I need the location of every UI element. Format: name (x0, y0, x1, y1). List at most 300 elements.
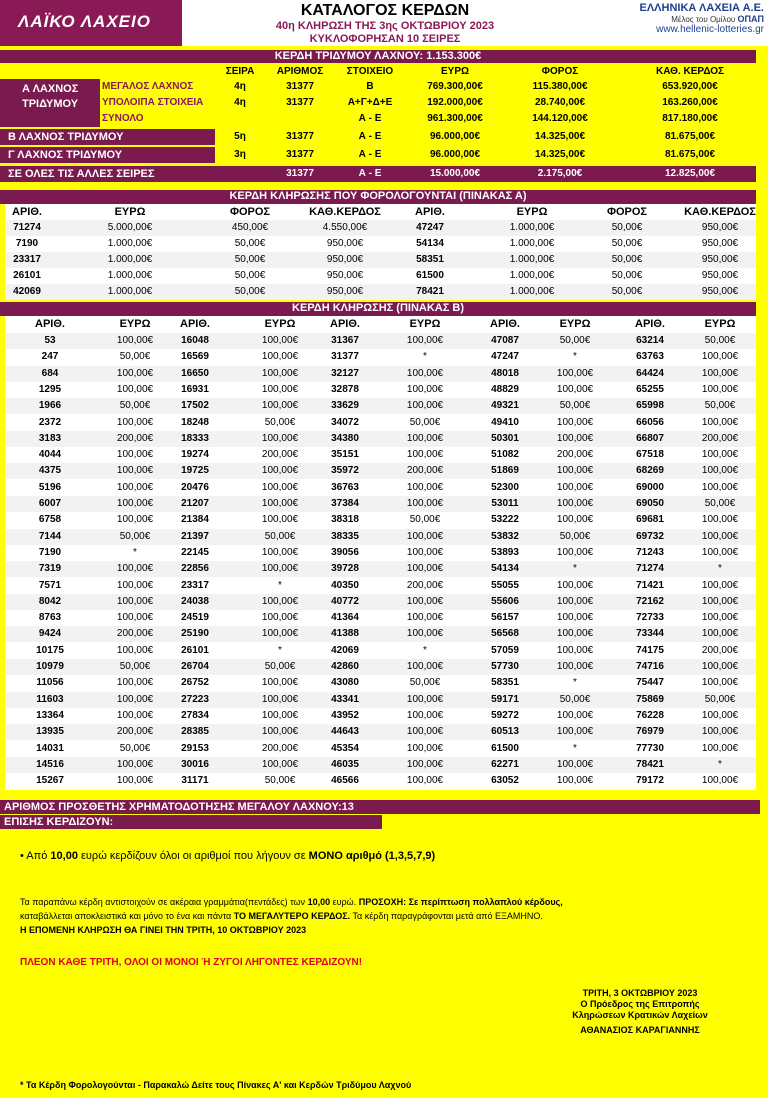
table-cell: 31377 (331, 351, 359, 363)
table-cell: 37384 (331, 498, 359, 509)
triple-winnings-bar: ΚΕΡΔΗ ΤΡΙΔΥΜΟΥ ΛΑΧΝΟΥ: 1.153.300€ (0, 50, 756, 63)
table-cell: 100,00€ (701, 367, 739, 379)
table-cell: 50,00€ (119, 351, 151, 363)
table-cell: 21397 (181, 530, 209, 542)
table-cell: 100,00€ (406, 563, 444, 575)
draw-line: 40η ΚΛΗΡΩΣΗ ΤΗΣ 3ης ΟΚΤΩΒΡΙΟΥ 2023 (275, 20, 495, 32)
table-cell: 200,00€ (556, 449, 594, 461)
table-cell: 100,00€ (406, 498, 444, 509)
table-cell: * (718, 758, 722, 770)
table-cell: 24038 (181, 595, 209, 607)
table-cell: 61500 (416, 270, 444, 281)
table-row (5, 496, 756, 512)
table-cell: 100,00€ (701, 775, 739, 787)
bullet-pre: • Από (20, 850, 48, 862)
table-cell: 100,00€ (116, 481, 154, 493)
table-cell: 100,00€ (556, 612, 594, 624)
table-cell: 50,00€ (234, 238, 266, 249)
table-cell: 26101 (13, 270, 41, 281)
table-cell: 100,00€ (406, 661, 444, 672)
table-cell: 50,00€ (409, 677, 441, 689)
sig-role-2: Κληρώσεων Κρατικών Λαχείων (572, 1010, 708, 1020)
table-cell: 50,00€ (704, 498, 736, 509)
table-row (5, 349, 756, 365)
table-row (5, 675, 756, 691)
bullet-line (20, 850, 768, 862)
table-cell: 200,00€ (701, 432, 739, 444)
table-cell: 100,00€ (556, 644, 594, 656)
table-cell: 53832 (491, 530, 519, 542)
triple-cell-tax: 144.120,00€ (532, 113, 588, 124)
table-cell: 47247 (416, 222, 444, 233)
table-cell: 8042 (38, 595, 62, 607)
table-cell: 40772 (331, 595, 359, 607)
table-cell: 78421 (636, 758, 664, 770)
table-cell: 100,00€ (261, 595, 299, 607)
table-b-header: ΕΥΡΩ (704, 318, 736, 330)
table-cell: 50,00€ (234, 286, 266, 297)
note-line-1 (20, 897, 760, 907)
table-a-bar: ΚΕΡΔΗ ΚΛΗΡΩΣΗΣ ΠΟΥ ΦΟΡΟΛΟΓΟΥΝΤΑΙ (ΠΙΝΑΚΑΣ Α) (0, 190, 756, 204)
c-triple-row-seira: 3η (234, 149, 246, 160)
table-cell: 35972 (331, 465, 359, 477)
note-2c: Τα κέρδη παραγράφονται μετά από ΕΞΑΜΗΝΟ. (352, 911, 543, 921)
table-cell: 53222 (491, 514, 519, 526)
bullet-amount: 10,00 (50, 850, 78, 862)
table-cell: 1295 (38, 383, 62, 395)
website-link[interactable]: www.hellenic-lotteries.gr (656, 24, 764, 35)
table-cell: 7190 (38, 546, 62, 558)
table-cell: 100,00€ (406, 432, 444, 444)
sig-date: ΤΡΙΤΗ, 3 ΟΚΤΩΒΡΙΟΥ 2023 (582, 988, 698, 998)
table-cell: 100,00€ (261, 563, 299, 575)
table-cell: 15267 (36, 775, 64, 787)
table-cell: 100,00€ (116, 644, 154, 656)
table-a-header: ΚΑΘ.ΚΕΡΔΟΣ (684, 206, 756, 218)
table-cell: 100,00€ (556, 514, 594, 526)
table-cell: 50,00€ (264, 775, 296, 787)
table-row (5, 757, 756, 773)
table-cell: 100,00€ (406, 758, 444, 770)
brand-member (640, 14, 765, 24)
table-row (5, 773, 756, 789)
table-cell: 78421 (416, 286, 444, 297)
table-cell: 29153 (181, 742, 209, 754)
note-line-2 (20, 911, 760, 921)
table-cell: 32127 (331, 367, 359, 379)
table-row (5, 220, 756, 236)
table-cell: 39056 (331, 546, 359, 558)
table-cell: 100,00€ (701, 579, 739, 591)
all-series-row-tax: 2.175,00€ (537, 168, 583, 179)
table-cell: 100,00€ (406, 383, 444, 395)
table-row (5, 529, 756, 545)
table-cell: 47087 (491, 335, 519, 346)
table-cell: 69050 (636, 498, 664, 509)
table-row (5, 415, 756, 431)
table-cell: 50,00€ (409, 416, 441, 428)
a-triple-label-box (0, 79, 100, 127)
table-cell: 200,00€ (406, 465, 444, 477)
table-cell: 50,00€ (704, 693, 736, 705)
page-header (0, 0, 768, 46)
table-cell: 100,00€ (261, 383, 299, 395)
table-cell: 16048 (181, 335, 209, 346)
table-cell: 48829 (491, 383, 519, 395)
table-cell: 50,00€ (611, 270, 643, 281)
table-a (5, 204, 756, 300)
table-cell: 57730 (491, 661, 519, 672)
triple-header: ΑΡΙΘΜΟΣ (276, 66, 324, 77)
table-cell: 51869 (491, 465, 519, 477)
table-cell: 100,00€ (261, 628, 299, 640)
table-cell: 42069 (331, 644, 359, 656)
table-b-header: ΑΡΙΘ. (330, 318, 360, 330)
table-cell: 100,00€ (701, 530, 739, 542)
table-cell: 100,00€ (556, 498, 594, 509)
table-cell: 63052 (491, 775, 519, 787)
table-cell: 100,00€ (406, 693, 444, 705)
table-cell: 57059 (491, 644, 519, 656)
sig-role-1: Ο Πρόεδρος της Επιτροπής (580, 999, 700, 1009)
table-cell: 100,00€ (556, 775, 594, 787)
table-b-header: ΕΥΡΩ (119, 318, 151, 330)
table-cell: 100,00€ (556, 383, 594, 395)
table-cell: 200,00€ (116, 726, 154, 738)
table-cell: 50,00€ (409, 514, 441, 526)
all-series-row-net: 12.825,00€ (664, 168, 716, 179)
table-cell: 1.000,00€ (509, 270, 555, 281)
table-cell: 100,00€ (701, 481, 739, 493)
table-row (5, 463, 756, 479)
table-cell: 50,00€ (704, 335, 736, 346)
table-cell: 100,00€ (556, 367, 594, 379)
table-row (5, 724, 756, 740)
table-b-header: ΑΡΙΘ. (635, 318, 665, 330)
table-cell: 21207 (181, 498, 209, 509)
table-cell: 100,00€ (701, 677, 739, 689)
table-cell: 69681 (636, 514, 664, 526)
table-cell: 22145 (181, 546, 209, 558)
table-cell: 50,00€ (119, 661, 151, 672)
table-b-header: ΕΥΡΩ (264, 318, 296, 330)
table-cell: 34072 (331, 416, 359, 428)
table-cell: 16650 (181, 367, 209, 379)
table-cell: 26752 (181, 677, 209, 689)
table-cell: 100,00€ (406, 709, 444, 721)
table-cell: 75447 (636, 677, 664, 689)
table-cell: 36763 (331, 481, 359, 493)
table-cell: 100,00€ (556, 432, 594, 444)
bottom-note: * Τα Κέρδη Φορολογούνται - Παρακαλώ Δείτε τους Πίνακες Α' και Κερδών Τριδύμου Λαχνού (20, 1080, 412, 1090)
table-row (5, 545, 756, 561)
table-cell: 69000 (636, 481, 664, 493)
table-cell: * (278, 644, 282, 656)
table-cell: 73344 (636, 628, 664, 640)
signature-block (540, 988, 740, 1036)
table-cell: * (133, 546, 137, 558)
table-row (5, 333, 756, 349)
table-row (5, 626, 756, 642)
table-cell: 35151 (331, 449, 359, 461)
table-cell: 1.000,00€ (509, 238, 555, 249)
b-triple-row-label: Β ΛΑΧΝΟΣ ΤΡΙΔΥΜΟΥ (8, 131, 124, 143)
table-cell: 54134 (416, 238, 444, 249)
table-cell: 950,00€ (326, 238, 364, 249)
note-2a: καταβάλλεται αποκλειστικά και μόνο το ένα και πάντα (20, 911, 232, 921)
logo-text: ΛΑΪΚΟ ΛΑΧΕΙΟ (18, 12, 151, 31)
table-cell: 48018 (491, 367, 519, 379)
table-cell: 56568 (491, 628, 519, 640)
b-triple-row-stoixeio: Α - Ε (358, 131, 382, 142)
table-cell: 19725 (181, 465, 209, 477)
table-cell: 43341 (331, 693, 359, 705)
b-triple-row-net: 81.675,00€ (664, 131, 716, 142)
table-cell: 14031 (36, 742, 64, 754)
table-cell: 100,00€ (261, 481, 299, 493)
c-triple-row-net: 81.675,00€ (664, 149, 716, 160)
table-cell: 100,00€ (556, 661, 594, 672)
table-cell: 100,00€ (556, 595, 594, 607)
table-cell: 41388 (331, 628, 359, 640)
table-cell: 60513 (491, 726, 519, 738)
table-cell: 100,00€ (116, 335, 154, 346)
triple-header: ΕΥΡΩ (440, 66, 470, 77)
all-series-row-euro: 15.000,00€ (429, 168, 481, 179)
table-cell: 100,00€ (406, 775, 444, 787)
table-cell: 64424 (636, 367, 664, 379)
table-cell: 20476 (181, 481, 209, 493)
table-cell: 31367 (331, 335, 359, 346)
table-cell: 100,00€ (406, 595, 444, 607)
table-cell: 32878 (331, 383, 359, 395)
table-cell: 100,00€ (701, 661, 739, 672)
c-triple-row-stoixeio: Α - Ε (358, 149, 382, 160)
table-cell: 1.000,00€ (107, 254, 153, 265)
table-cell: 950,00€ (701, 222, 739, 233)
table-cell: 1.000,00€ (107, 270, 153, 281)
table-cell: 7571 (38, 579, 62, 591)
table-cell: 100,00€ (261, 351, 299, 363)
table-b-header: ΑΡΙΘ. (180, 318, 210, 330)
table-cell: 28385 (181, 726, 209, 738)
table-cell: 24519 (181, 612, 209, 624)
table-cell: 950,00€ (701, 254, 739, 265)
table-row (5, 252, 756, 268)
table-cell: 50,00€ (234, 254, 266, 265)
next-draw: Η ΕΠΟΜΕΝΗ ΚΛΗΡΩΣΗ ΘΑ ΓΙΝΕΙ ΤΗΝ ΤΡΙΤΗ, 10 ΟΚΤΩΒΡΙΟΥ 2023 (20, 925, 307, 935)
table-cell: 54134 (491, 563, 519, 575)
b-triple-row-seira: 5η (234, 131, 246, 142)
table-cell: 100,00€ (406, 530, 444, 542)
table-cell: 100,00€ (701, 726, 739, 738)
table-cell: 200,00€ (116, 628, 154, 640)
table-row (5, 284, 756, 300)
table-cell: 50,00€ (119, 400, 151, 412)
table-cell: 950,00€ (701, 286, 739, 297)
table-cell: 66056 (636, 416, 664, 428)
table-cell: 4.550,00€ (322, 222, 368, 233)
table-cell: 100,00€ (701, 449, 739, 461)
header-center (190, 0, 580, 46)
table-cell: 684 (41, 367, 59, 379)
table-cell: 5196 (38, 481, 62, 493)
table-cell: 10979 (36, 661, 64, 672)
table-cell: 75869 (636, 693, 664, 705)
table-cell: 49321 (491, 400, 519, 412)
c-triple-row-tax: 14.325,00€ (534, 149, 586, 160)
table-cell: 100,00€ (116, 709, 154, 721)
table-cell: 100,00€ (556, 758, 594, 770)
table-row (5, 512, 756, 528)
table-cell: 18248 (181, 416, 209, 428)
table-b-header: ΕΥΡΩ (559, 318, 591, 330)
table-cell: 16569 (181, 351, 209, 363)
table-cell: 100,00€ (261, 367, 299, 379)
table-cell: 76228 (636, 709, 664, 721)
table-cell: 2372 (38, 416, 62, 428)
table-row (5, 447, 756, 463)
c-triple-row-label: Γ ΛΑΧΝΟΣ ΤΡΙΔΥΜΟΥ (8, 149, 123, 161)
b-triple-row-number: 31377 (286, 131, 314, 142)
table-cell: 62271 (491, 758, 519, 770)
table-cell: 50,00€ (611, 238, 643, 249)
table-a-header: ΕΥΡΩ (114, 206, 146, 218)
table-cell: 200,00€ (261, 449, 299, 461)
table-cell: 43080 (331, 677, 359, 689)
table-cell: 53011 (491, 498, 519, 509)
table-cell: 39728 (331, 563, 359, 575)
a-triple-sublabel: ΥΠΟΛΟΙΠΑ ΣΤΟΙΧΕΙΑ (102, 97, 204, 108)
table-cell: 200,00€ (261, 742, 299, 754)
b-triple-row-tax: 14.325,00€ (534, 131, 586, 142)
table-cell: 50,00€ (234, 270, 266, 281)
page-title: ΚΑΤΑΛΟΓΟΣ ΚΕΡΔΩΝ (300, 2, 470, 19)
table-row (5, 708, 756, 724)
table-b-header-row (5, 316, 756, 333)
bullet-mid: ευρώ κερδίζουν όλοι οι αριθμοί που λήγουν σε (81, 850, 306, 862)
table-cell: 63763 (636, 351, 664, 363)
table-a-header: ΑΡΙΘ. (415, 206, 445, 218)
table-cell: 67518 (636, 449, 664, 461)
triple-cell-net: 817.180,00€ (662, 113, 718, 124)
table-cell: 11603 (36, 693, 64, 705)
table-cell: 100,00€ (261, 677, 299, 689)
table-cell: 42069 (13, 286, 41, 297)
brand-block (640, 2, 765, 35)
table-cell: 27223 (181, 693, 209, 705)
table-cell: * (573, 677, 577, 689)
table-cell: 100,00€ (406, 628, 444, 640)
table-row (5, 610, 756, 626)
table-cell: 1966 (38, 400, 62, 412)
table-cell: 950,00€ (701, 270, 739, 281)
table-cell: 100,00€ (406, 481, 444, 493)
table-cell: 100,00€ (261, 612, 299, 624)
table-cell: 26704 (181, 661, 209, 672)
table-row (5, 431, 756, 447)
table-cell: 100,00€ (701, 709, 739, 721)
table-cell: 40350 (331, 579, 359, 591)
table-cell: 100,00€ (116, 563, 154, 575)
table-cell: 52300 (491, 481, 519, 493)
table-cell: 100,00€ (261, 465, 299, 477)
table-cell: 950,00€ (326, 286, 364, 297)
note-1c: ευρώ. (332, 897, 357, 907)
table-cell: 100,00€ (406, 400, 444, 412)
triple-cell-stoixeio: Β (366, 81, 374, 92)
table-cell: 100,00€ (261, 335, 299, 346)
all-series-row-number: 31377 (286, 168, 314, 179)
all-series-row-label: ΣΕ ΟΛΕΣ ΤΙΣ ΑΛΛΕΣ ΣΕΙΡΕΣ (8, 168, 155, 180)
table-cell: 4375 (38, 465, 62, 477)
table-cell: 450,00€ (231, 222, 269, 233)
table-a-header: ΑΡΙΘ. (12, 206, 42, 218)
table-cell: 100,00€ (261, 400, 299, 412)
triple-cell-net: 653.920,00€ (662, 81, 718, 92)
a-triple-label-1: Α ΛΑΧΝΟΣ (22, 83, 79, 95)
table-cell: * (573, 563, 577, 575)
table-cell: 71243 (636, 546, 664, 558)
table-cell: 50301 (491, 432, 519, 444)
table-cell: 65998 (636, 400, 664, 412)
table-cell: 7144 (38, 530, 62, 542)
brand-name: ΕΛΛΗΝΙΚΑ ΛΑΧΕΙΑ Α.Ε. (639, 2, 764, 14)
table-cell: 100,00€ (701, 595, 739, 607)
table-cell: 50,00€ (611, 254, 643, 265)
triple-cell-euro: 769.300,00€ (427, 81, 483, 92)
table-row (5, 236, 756, 252)
table-cell: 100,00€ (406, 449, 444, 461)
table-row (5, 398, 756, 414)
table-row (5, 366, 756, 382)
table-cell: 50,00€ (264, 530, 296, 542)
table-cell: 50,00€ (559, 400, 591, 412)
all-series-row-stoixeio: Α - Ε (358, 168, 382, 179)
table-cell: 21384 (181, 514, 209, 526)
table-cell: 11056 (36, 677, 64, 689)
table-cell: 79172 (636, 775, 664, 787)
table-cell: 50,00€ (264, 661, 296, 672)
triple-cell-euro: 961.300,00€ (427, 113, 483, 124)
table-cell: 100,00€ (116, 498, 154, 509)
triple-header: ΚΑΘ. ΚΕΡΔΟΣ (655, 66, 725, 77)
table-cell: 100,00€ (556, 416, 594, 428)
table-cell: 100,00€ (556, 709, 594, 721)
table-cell: 100,00€ (701, 351, 739, 363)
table-cell: 58351 (416, 254, 444, 265)
bullet-bold: ΜΟΝΟ αριθμό (1,3,5,7,9) (308, 850, 436, 862)
table-cell: 50,00€ (559, 693, 591, 705)
table-cell: 4044 (38, 449, 62, 461)
table-cell: 25190 (181, 628, 209, 640)
table-row (5, 594, 756, 610)
table-cell: 100,00€ (116, 677, 154, 689)
table-cell: 38318 (331, 514, 359, 526)
table-cell: 23317 (181, 579, 209, 591)
table-cell: 50,00€ (611, 286, 643, 297)
table-cell: 66807 (636, 432, 664, 444)
table-cell: 100,00€ (556, 465, 594, 477)
table-cell: 42860 (331, 661, 359, 672)
table-cell: 46566 (331, 775, 359, 787)
table-cell: 34380 (331, 432, 359, 444)
laiko-laxeio-logo (0, 0, 182, 46)
a-triple-label-2: ΤΡΙΔΥΜΟΥ (22, 98, 79, 110)
triple-cell-number: 31377 (286, 81, 314, 92)
slogan: ΠΛΕΟΝ ΚΑΘΕ ΤΡΙΤΗ, ΟΛΟΙ ΟΙ ΜΟΝΟΙ Ή ΖΥΓΟΙ ΛΗΓΟΝΤΕΣ ΚΕΡΔΙΖΟΥΝ! (20, 957, 363, 968)
table-cell: 38335 (331, 530, 359, 542)
